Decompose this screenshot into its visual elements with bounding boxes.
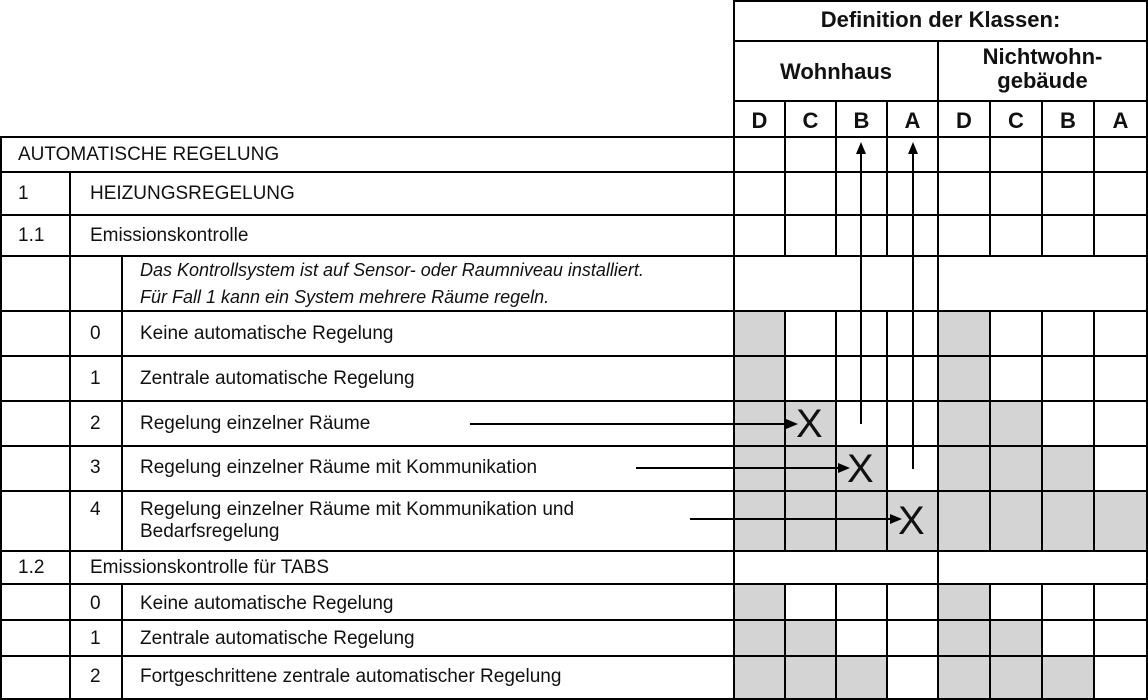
col-header-nr-D: D bbox=[956, 108, 972, 133]
emission-option-0-label: Keine automatische Regelung bbox=[140, 323, 394, 344]
col-header-nr-A: A bbox=[1112, 108, 1129, 133]
tabs-option-2-num: 2 bbox=[90, 666, 101, 687]
col-header-nr-C: C bbox=[1008, 108, 1024, 133]
group-residential: Wohnhaus bbox=[779, 59, 893, 84]
arrowhead-up-B bbox=[856, 142, 866, 154]
emission-note-line1: Das Kontrollsystem ist auf Sensor- oder Raumniveau installiert. bbox=[140, 260, 644, 280]
classes-title: Definition der Klassen: bbox=[820, 7, 1061, 32]
x-mark-row4-col-A: X bbox=[898, 499, 925, 543]
x-mark-row3-col-B: X bbox=[847, 447, 874, 491]
tabs-number: 1.2 bbox=[18, 557, 45, 578]
emission-number: 1.1 bbox=[18, 225, 45, 246]
emission-option-1-num: 1 bbox=[90, 368, 101, 389]
emission-note-line2: Für Fall 1 kann ein System mehrere Räume regeln. bbox=[140, 287, 550, 307]
emission-option-0-num: 0 bbox=[90, 323, 101, 344]
emission-option-1-label: Zentrale automatische Regelung bbox=[140, 368, 415, 389]
col-header-res-A: A bbox=[904, 108, 921, 133]
emission-label: Emissionskontrolle bbox=[90, 225, 249, 246]
tabs-option-0-label: Keine automatische Regelung bbox=[140, 593, 394, 614]
section-label: AUTOMATISCHE REGELUNG bbox=[18, 144, 280, 165]
emission-option-2-label: Regelung einzelner Räume bbox=[140, 413, 371, 434]
emission-option-3-label: Regelung einzelner Räume mit Kommunikation bbox=[140, 457, 538, 478]
col-header-nr-B: B bbox=[1060, 108, 1076, 133]
emission-option-4-label-line2: Bedarfsregelung bbox=[140, 521, 280, 542]
heating-label: HEIZUNGSREGELUNG bbox=[90, 183, 295, 204]
tabs-label: Emissionskontrolle für TABS bbox=[90, 557, 329, 578]
col-header-res-D: D bbox=[751, 108, 768, 133]
col-header-res-B: B bbox=[853, 108, 870, 133]
col-header-res-C: C bbox=[802, 108, 819, 133]
tabs-option-2-label: Fortgeschrittene zentrale automatischer Regelung bbox=[140, 666, 562, 687]
tabs-option-1-label: Zentrale automatische Regelung bbox=[140, 628, 415, 649]
emission-option-4-label-line1: Regelung einzelner Räume mit Kommunikation und bbox=[140, 499, 575, 520]
tabs-option-0-num: 0 bbox=[90, 593, 101, 614]
arrowhead-up-A bbox=[908, 142, 918, 154]
group-nonresidential-line2: gebäude bbox=[997, 68, 1088, 93]
group-nonresidential-line1: Nichtwohn- bbox=[982, 44, 1103, 69]
emission-option-3-num: 3 bbox=[90, 457, 101, 478]
emission-option-4-num: 4 bbox=[90, 499, 101, 520]
emission-option-2-num: 2 bbox=[90, 413, 101, 434]
tabs-option-1-num: 1 bbox=[90, 628, 101, 649]
x-mark-row2-col-C: X bbox=[796, 402, 823, 446]
heating-number: 1 bbox=[18, 183, 29, 204]
